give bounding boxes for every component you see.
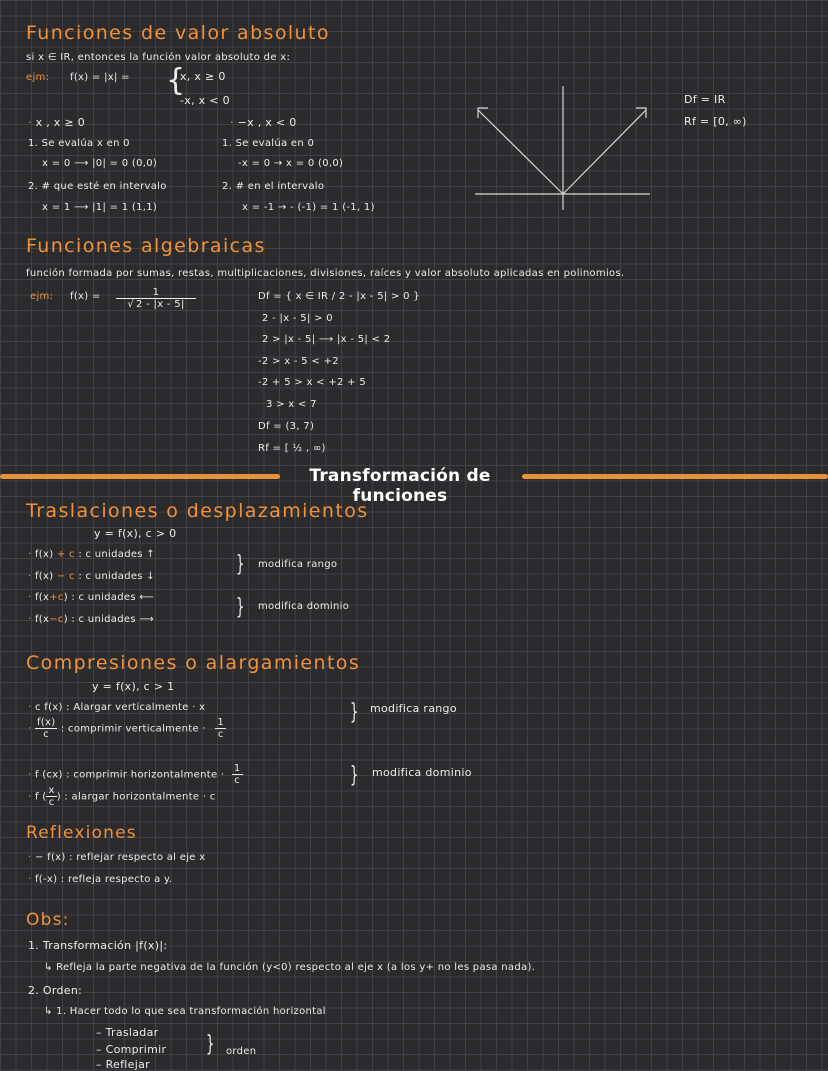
compression-item-2: · $\frac{f(x)}{c}$ : comprimir verticalmente · $\frac{1}{c}$ (28, 717, 225, 740)
banner-title: Transformación de funciones (309, 466, 491, 506)
order-item-3: – Reflejar (96, 1058, 150, 1071)
translation-note-domain: modifica dominio (258, 601, 350, 612)
domain-step-4: -2 > x - 5 < +2 (258, 356, 339, 367)
case-2: -x, x < 0 (180, 94, 230, 107)
compression-item-3: · f (cx) : comprimir horizontalmente · $\frac{1}{c}$ (28, 763, 241, 786)
fraction-denominator: 2 - |x - 5| (136, 299, 185, 310)
abs-intro: si x ∈ IR, entonces la función valor absoluto de x: (26, 52, 291, 63)
title-absolute-value: Funciones de valor absoluto (26, 22, 330, 44)
domain-step-5: -2 + 5 > x < +2 + 5 (258, 377, 366, 388)
translation-item-3: · f(x+c) : c unidades ⟵ (28, 592, 154, 603)
case-1: x, x ≥ 0 (180, 70, 226, 83)
obs-2: 2. Orden: (28, 984, 83, 997)
title-translations: Traslaciones o desplazamientos (26, 500, 369, 522)
obs-1: 1. Transformación |f(x)|: (28, 939, 168, 952)
algebraic-intro: función formada por sumas, restas, multiplicaciones, divisiones, raíces y valor absoluto aplicadas en polinomios. (26, 268, 625, 279)
brace-range: } (236, 552, 245, 577)
translation-item-1: · f(x) + c : c unidades ↑ (28, 549, 155, 560)
domain-step-6: 3 > x < 7 (266, 399, 317, 410)
compressions-sub: y = f(x), c > 1 (92, 680, 175, 693)
ejm-label: ejm: (26, 72, 50, 83)
right-step-2: 2. # en el intervalo (222, 181, 325, 192)
fraction-numerator: 1 (116, 287, 196, 299)
brace-domain: } (236, 595, 245, 620)
domain-step-1: Df = { x ∈ IR / 2 - |x - 5| > 0 } (258, 291, 420, 302)
abs-value-graph (470, 84, 660, 214)
order-label: orden (226, 1046, 257, 1057)
abs-def: f(x) = |x| = (70, 72, 130, 83)
order-item-1: – Trasladar (96, 1026, 159, 1039)
algebraic-fx: f(x) = (70, 291, 101, 302)
translations-sub: y = f(x), c > 0 (94, 527, 177, 540)
reflection-item-1: · − f(x) : reflejar respecto al eje x (28, 852, 206, 863)
compression-note-range: modifica rango (370, 702, 457, 715)
piecewise-brace: { (166, 63, 186, 98)
obs-1-detail: ↳ Refleja la parte negativa de la función (y<0) respecto al eje x (a los y+ no les pasa nada). (44, 962, 536, 973)
translation-item-4: · f(x−c) : c unidades ⟶ (28, 614, 154, 625)
brace-compress-domain: } (350, 763, 359, 788)
algebraic-fraction (116, 287, 196, 310)
domain-step-2: 2 - |x - 5| > 0 (262, 313, 333, 324)
left-case-head: · x , x ≥ 0 (28, 116, 86, 129)
domain-result: Df = (3, 7) (258, 421, 315, 432)
range-result: Rf = [ ½ , ∞) (258, 443, 326, 454)
abs-domain: Df = IR (684, 93, 726, 106)
title-reflections: Reflexiones (26, 823, 137, 843)
abs-range: Rf = [0, ∞) (684, 115, 747, 128)
ejm-label-2: ejm: (30, 291, 54, 302)
right-step-1: 1. Se evalúa en 0 (222, 138, 315, 149)
translation-note-range: modifica rango (258, 559, 338, 570)
obs-2-detail: ↳ 1. Hacer todo lo que sea transformación horizontal (44, 1006, 326, 1017)
right-case-head: · −x , x < 0 (230, 116, 297, 129)
compression-item-4: · f ( $\frac{x}{c}$ ) : alargar horizontalmente · c (28, 785, 216, 808)
title-compressions: Compresiones o alargamientos (26, 652, 361, 674)
reflection-item-2: · f(-x) : refleja respecto a y. (28, 874, 173, 885)
title-obs: Obs: (26, 910, 70, 930)
domain-step-3: 2 > |x - 5| ⟶ |x - 5| < 2 (262, 334, 391, 345)
banner-bar-right (522, 474, 828, 479)
right-step-2b: x = -1 → - (-1) = 1 (-1, 1) (242, 202, 375, 213)
compression-item-1: · c f(x) : Alargar verticalmente · x (28, 702, 206, 713)
translation-item-2: · f(x) − c : c unidades ↓ (28, 571, 155, 582)
brace-compress-range: } (350, 700, 359, 725)
compression-note-domain: modifica dominio (372, 766, 472, 779)
left-step-2b: x = 1 ⟶ |1| = 1 (1,1) (42, 202, 158, 213)
right-step-1b: -x = 0 → x = 0 (0,0) (238, 158, 344, 169)
banner-bar-left (0, 474, 280, 479)
brace-order: } (206, 1032, 215, 1057)
left-step-2: 2. # que esté en intervalo (28, 181, 167, 192)
left-step-1: 1. Se evalúa x en 0 (28, 138, 130, 149)
left-step-1b: x = 0 ⟶ |0| = 0 (0,0) (42, 158, 158, 169)
title-algebraic: Funciones algebraicas (26, 235, 266, 257)
sqrt-sign: √ (127, 299, 135, 310)
order-item-2: – Comprimir (96, 1043, 167, 1056)
